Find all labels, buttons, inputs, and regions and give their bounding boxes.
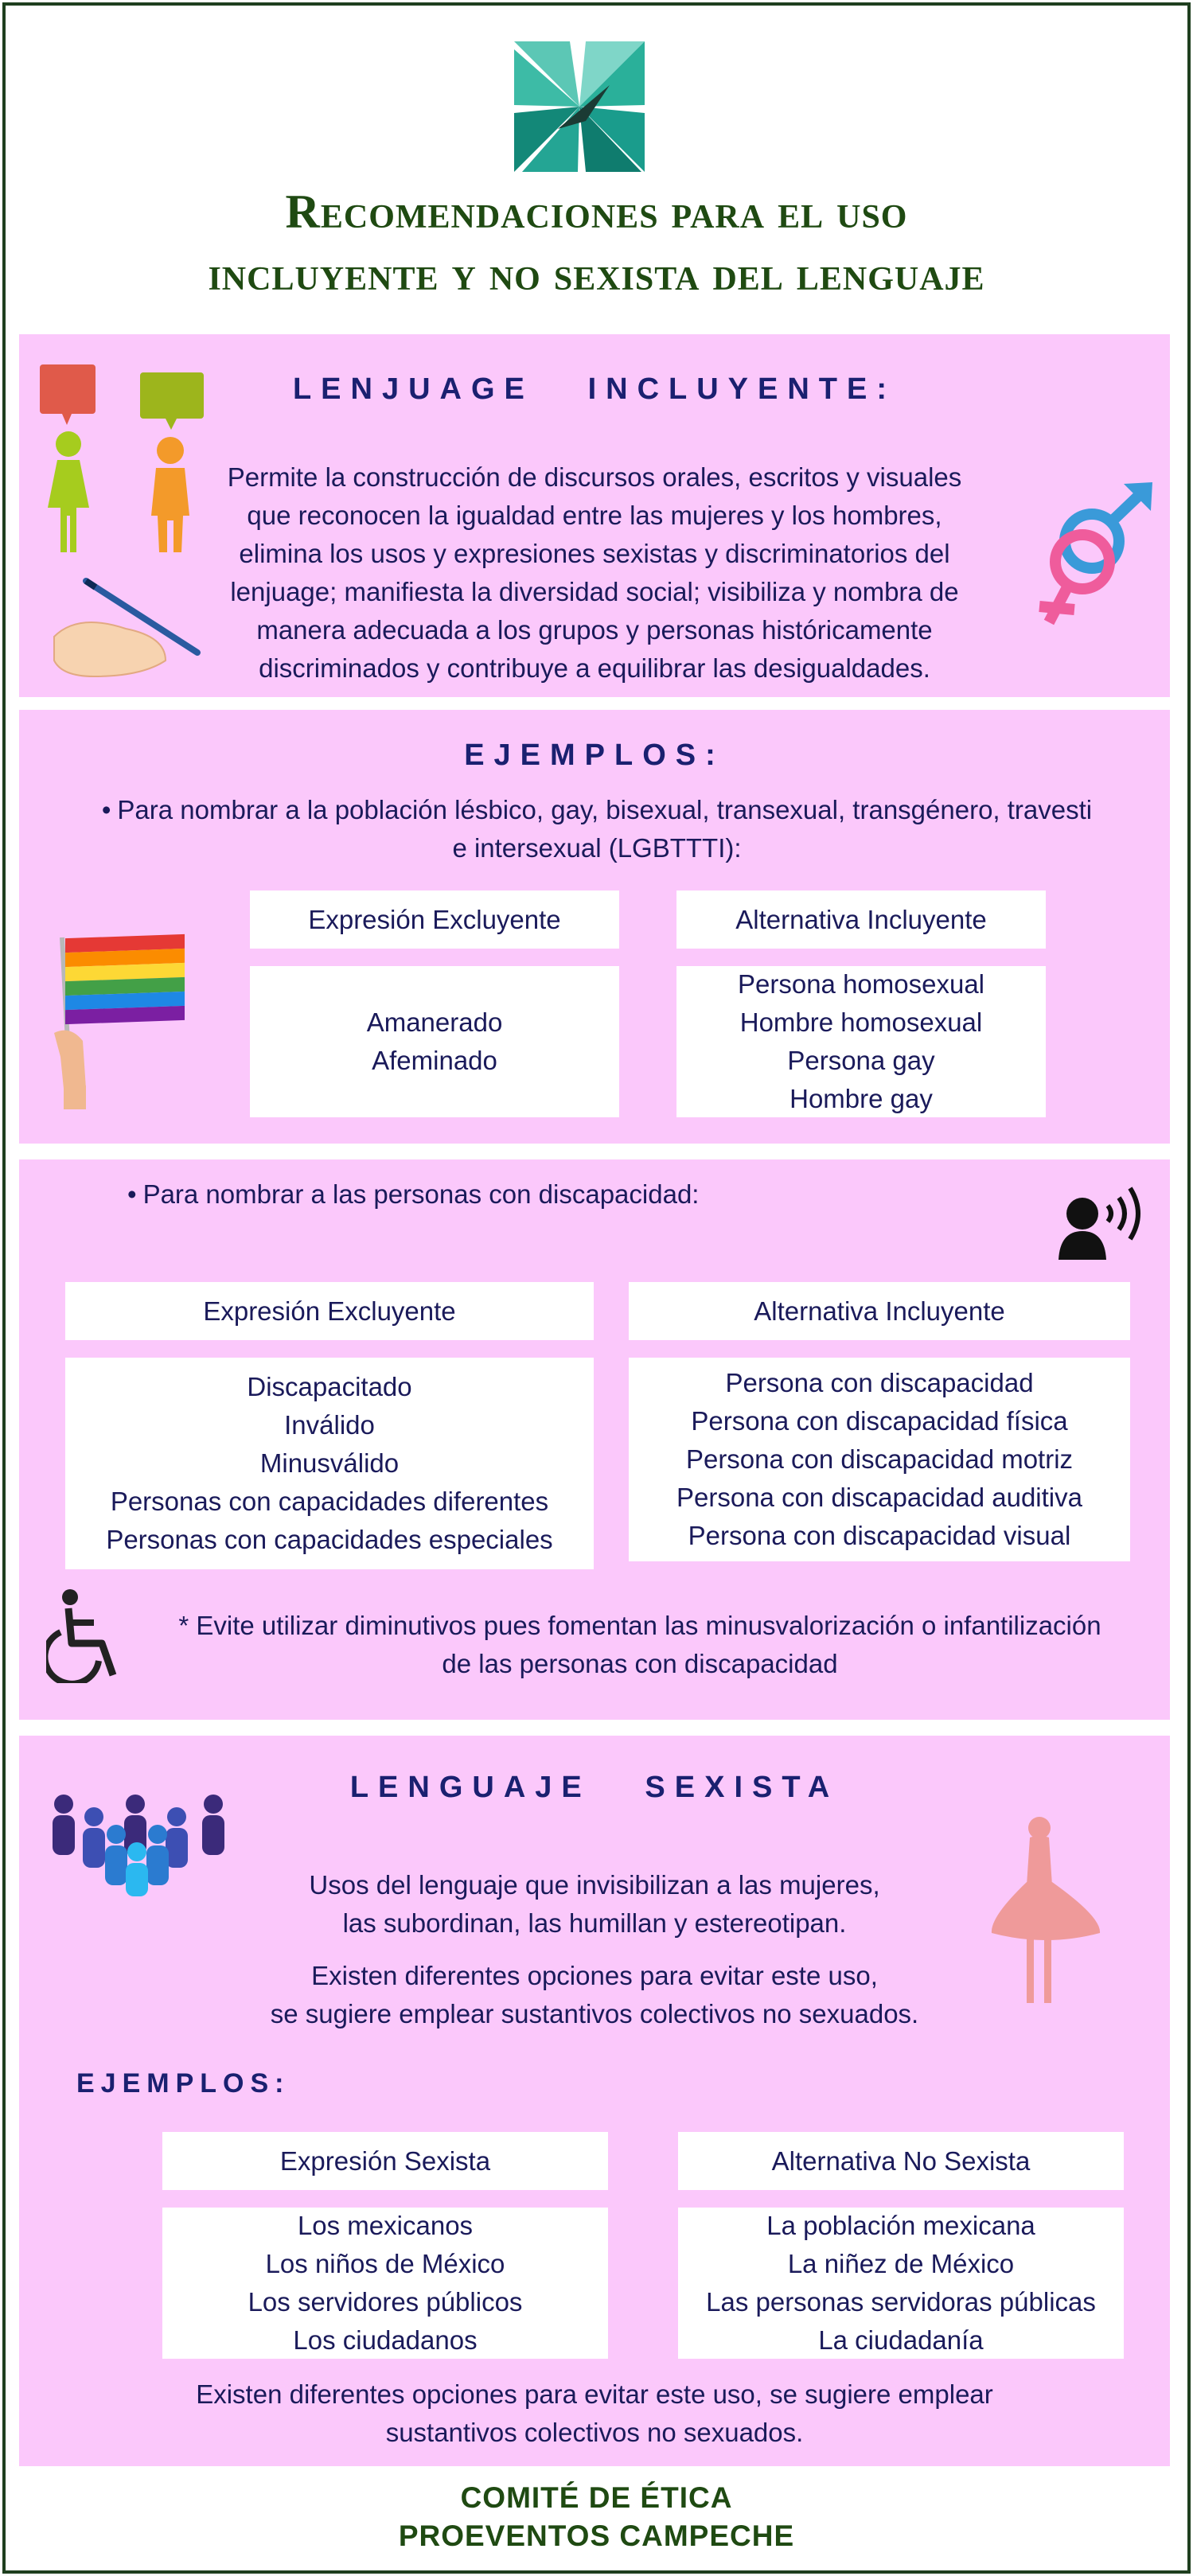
- list-item: Persona gay: [787, 1046, 935, 1075]
- table-header-col2: [629, 1282, 1130, 1340]
- list-item: Hombre homosexual: [739, 1007, 983, 1037]
- closing-text: Existen diferentes opciones para evitar este uso, se sugiere emplear sustantivos colectivos no sexuados.: [196, 2379, 993, 2447]
- list-item: La niñez de México: [787, 2249, 1015, 2278]
- list-item: Persona con discapacidad visual: [688, 1521, 1071, 1550]
- bullet-text: • Para nombrar a la población lésbico, gay, bisexual, transexual, transgénero, travesti e intersexual (LGBTTTI):: [96, 791, 1098, 867]
- table-header-col1: [250, 890, 619, 949]
- sexista-description-line1: Usos del lenguaje que invisibilizan a las mujeres,: [309, 1870, 880, 1900]
- sexista-description-line2: las subordinan, las humillan y estereotipan.: [342, 1908, 847, 1938]
- table-cell-col2: [678, 2208, 1124, 2359]
- table-cell-col1: [65, 1358, 594, 1569]
- list-item: Los servidores públicos: [248, 2287, 523, 2317]
- list-item: Hombre gay: [789, 1084, 933, 1113]
- section-ejemplos-lgbt: [19, 710, 1170, 1144]
- ejemplos-label: EJEMPLOS:: [76, 2068, 290, 2099]
- section-lenguaje-incluyente: [19, 334, 1170, 697]
- list-item: Persona homosexual: [737, 969, 985, 999]
- page-title-line2: incluyente y no sexista del lenguaje: [208, 247, 985, 300]
- header-label: Expresión Excluyente: [203, 1296, 456, 1326]
- teal-star-logo-icon: [514, 41, 645, 172]
- wheelchair-icon: [46, 1588, 134, 1683]
- sexista-advice-line2: se sugiere emplear sustantivos colectivos no sexuados.: [270, 1999, 919, 2028]
- header-label: Alternativa Incluyente: [735, 904, 987, 934]
- table-cell-col2: [629, 1358, 1130, 1561]
- list-item: La ciudadanía: [818, 2325, 984, 2355]
- list-item: Amanerado: [366, 1007, 503, 1037]
- section-heading: LENJUAGE INCLUYENTE:: [292, 372, 897, 406]
- list-item: Persona con discapacidad: [725, 1368, 1034, 1397]
- list-item: Personas con capacidades especiales: [106, 1525, 553, 1554]
- people-speech-bubbles-icon: [38, 364, 229, 555]
- footer-line1: COMITÉ DE ÉTICA: [460, 2481, 733, 2514]
- header-label: Alternativa No Sexista: [771, 2145, 1031, 2176]
- section-heading: EJEMPLOS:: [464, 739, 725, 772]
- list-item: Los niños de México: [265, 2249, 505, 2278]
- table-cell-col1: [162, 2208, 608, 2359]
- note-text: * Evite utilizar diminutivos pues fomentan las minusvalorización o infantilización de las personas con discapacidad: [178, 1611, 1101, 1678]
- list-item: Persona con discapacidad auditiva: [676, 1483, 1082, 1512]
- table-header-col2: [678, 2132, 1124, 2190]
- list-item: Persona con discapacidad motriz: [685, 1444, 1074, 1474]
- section-description: Permite la construcción de discursos orales, escritos y visuales que reconocen la igualdad entre las mujeres y los hombres, elimina los usos y expresiones sexistas y discriminatorios del lenjuage; manifiesta la diversidad social; visibiliza y nombra de manera adecuada a los grupos y personas históricamente discriminados y contribuye a equilibrar las desigualdades.: [227, 462, 962, 683]
- list-item: Personas con capacidades diferentes: [110, 1487, 549, 1516]
- header-label: Alternativa Incluyente: [754, 1296, 1005, 1326]
- header-label: Expresión Excluyente: [308, 904, 561, 934]
- bullet-text: • Para nombrar a las personas con discapacidad:: [127, 1175, 844, 1214]
- list-item: Discapacitado: [247, 1372, 412, 1401]
- list-item: Inválido: [284, 1410, 375, 1440]
- section-lenguaje-sexista: [19, 1736, 1170, 2466]
- header-label: Expresión Sexista: [279, 2145, 491, 2176]
- table-cell-col1: [250, 966, 619, 1117]
- list-item: Persona con discapacidad física: [691, 1406, 1068, 1436]
- table-cell-col2: [676, 966, 1046, 1117]
- table-header-col1: [162, 2132, 608, 2190]
- section-discapacidad: [19, 1159, 1170, 1720]
- list-item: La población mexicana: [766, 2211, 1035, 2240]
- section-heading: LENGUAJE SEXISTA: [349, 1771, 840, 1804]
- list-item: Afeminado: [372, 1046, 497, 1075]
- writing-hand-icon: [46, 573, 205, 684]
- speaking-person-icon: [1051, 1174, 1146, 1261]
- table-header-col2: [676, 890, 1046, 949]
- list-item: Los ciudadanos: [293, 2325, 478, 2355]
- table-header-col1: [65, 1282, 594, 1340]
- page-title-line1: Recomendaciones para el uso: [285, 185, 908, 238]
- rainbow-flag-icon: [46, 929, 197, 1113]
- sexista-advice-line1: Existen diferentes opciones para evitar este uso,: [311, 1961, 878, 1990]
- list-item: Minusválido: [259, 1448, 400, 1478]
- list-item: Los mexicanos: [297, 2211, 474, 2240]
- woman-silhouette-icon: [982, 1814, 1109, 2005]
- footer-line2: PROEVENTOS CAMPECHE: [398, 2519, 795, 2552]
- gender-symbols-icon: [1036, 479, 1156, 630]
- list-item: Las personas servidoras públicas: [706, 2287, 1096, 2317]
